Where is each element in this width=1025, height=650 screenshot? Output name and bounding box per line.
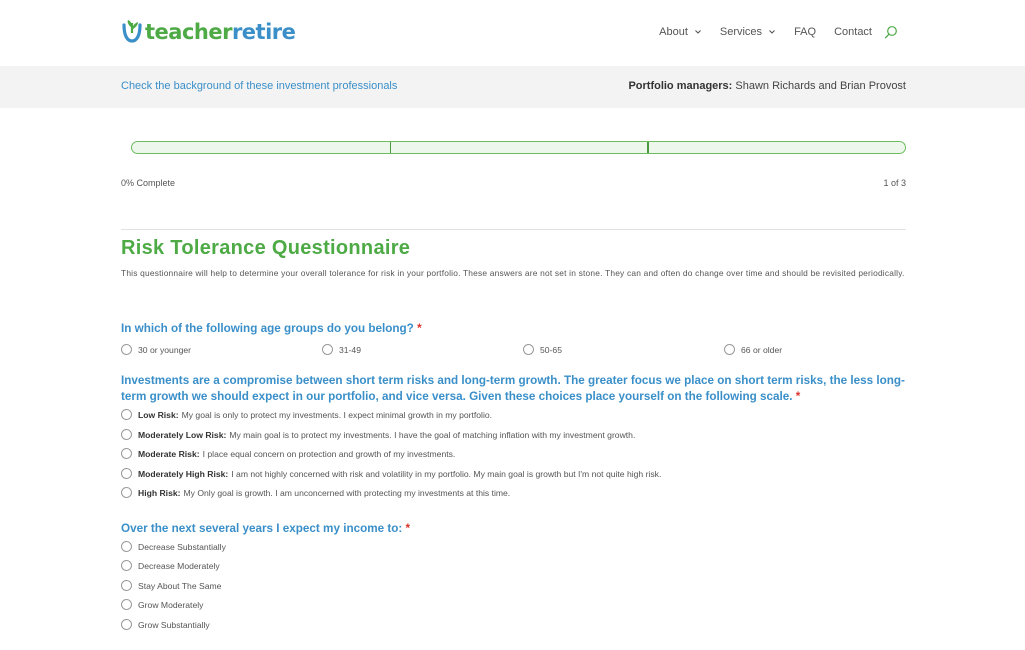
radio-option-income[interactable] [121, 541, 226, 552]
radio-option-income[interactable] [121, 599, 203, 610]
radio-option-risk[interactable] [121, 429, 635, 440]
radio-option-age[interactable] [121, 344, 191, 355]
required-mark: * [795, 390, 801, 403]
logo[interactable] [121, 19, 295, 45]
nav-item-contact[interactable] [834, 24, 872, 40]
info-band [0, 66, 1025, 108]
question-income-expectation [121, 521, 906, 537]
option-label: 30 or younger [138, 344, 192, 355]
intro-text: This questionnaire will help to determine your overall tolerance for risk in your portfolio. These answers are not set in stone. They can and often do change over time and should be revisited periodically. [121, 268, 905, 278]
radio-option-income[interactable] [121, 619, 210, 630]
question-age-group [121, 321, 906, 337]
radio-button[interactable] [121, 344, 132, 355]
portfolio-managers-names: Shawn Richards and Brian Provost [735, 80, 906, 92]
chevron-down-icon [694, 28, 702, 36]
option-label: 31-49 [339, 344, 361, 355]
option-label: My main goal is to protect my investments. I have the goal of matching inflation with my investment growth. [229, 429, 636, 440]
main-nav [659, 24, 898, 40]
option-label: Grow Substantially [138, 619, 210, 630]
logo-icon [121, 19, 143, 45]
question-text: Investments are a compromise between short term risks and long-term growth. The greater focus we place on short term risks, the less long-term growth we should expect in our portfolio, and vice versa. Given these choices place yourself on the following scale. [121, 374, 905, 403]
progress-page-count: 1 of 3 [883, 178, 906, 188]
required-mark: * [417, 322, 422, 335]
radio-button[interactable] [121, 448, 132, 459]
option-label: I am not highly concerned with risk and volatility in my portfolio. My main goal is growth but I'm not quite high risk. [231, 468, 662, 479]
option-bold-label: Moderately Low Risk: [138, 429, 227, 440]
option-bold-label: Low Risk: [138, 409, 179, 420]
progress-step-divider [390, 142, 392, 153]
radio-option-risk[interactable] [121, 409, 492, 420]
nav-label-contact: Contact [834, 26, 872, 38]
progress-step-divider [647, 142, 649, 153]
radio-button[interactable] [523, 344, 534, 355]
radio-option-risk[interactable] [121, 468, 661, 479]
radio-button[interactable] [121, 487, 132, 498]
radio-button[interactable] [121, 599, 132, 610]
radio-button[interactable] [121, 429, 132, 440]
radio-option-income[interactable] [121, 560, 220, 571]
option-label: 50-65 [540, 344, 562, 355]
radio-button[interactable] [121, 580, 132, 591]
radio-button[interactable] [121, 409, 132, 420]
option-label: Decrease Substantially [138, 541, 226, 552]
radio-button[interactable] [121, 541, 132, 552]
option-label: Grow Moderately [138, 599, 204, 610]
nav-item-faq[interactable] [794, 24, 816, 40]
question-text: In which of the following age groups do you belong? [121, 322, 414, 335]
radio-button[interactable] [724, 344, 735, 355]
chevron-down-icon [768, 28, 776, 36]
radio-option-age[interactable] [523, 344, 562, 355]
radio-option-risk[interactable] [121, 448, 455, 459]
nav-label-faq: FAQ [794, 26, 817, 38]
option-label: My goal is only to protect my investments. I expect minimal growth in my portfolio. [181, 409, 493, 420]
progress-bar [131, 141, 906, 154]
option-bold-label: Moderately High Risk: [138, 468, 229, 479]
background-check-link[interactable]: Check the background of these investment professionals [121, 80, 398, 92]
radio-button[interactable] [121, 468, 132, 479]
radio-option-risk[interactable] [121, 487, 510, 498]
logo-text-teacher: teacher [145, 20, 232, 44]
question-risk-scale [121, 373, 906, 405]
nav-label-services: Services [719, 26, 763, 38]
logo-text-retire: retire [231, 20, 296, 44]
progress-label: 0% Complete [121, 178, 176, 188]
radio-button[interactable] [322, 344, 333, 355]
radio-option-age[interactable] [322, 344, 361, 355]
page-title: Risk Tolerance Questionnaire [121, 237, 411, 259]
nav-item-services[interactable] [720, 24, 776, 40]
portfolio-managers-label: Portfolio managers: [628, 80, 733, 92]
option-bold-label: Moderate Risk: [138, 448, 200, 459]
question-text: Over the next several years I expect my income to: [121, 522, 403, 535]
radio-button[interactable] [121, 619, 132, 630]
option-label: Stay About The Same [138, 580, 222, 591]
nav-item-about[interactable] [659, 24, 702, 40]
search-icon[interactable] [884, 25, 898, 39]
portfolio-managers [628, 80, 906, 92]
divider [121, 229, 906, 230]
site-header [0, 0, 1025, 66]
option-bold-label: High Risk: [138, 487, 181, 498]
required-mark: * [405, 522, 411, 535]
radio-option-income[interactable] [121, 580, 221, 591]
option-label: Decrease Moderately [138, 560, 220, 571]
radio-button[interactable] [121, 560, 132, 571]
option-label: My Only goal is growth. I am unconcerned with protecting my investments at this time. [183, 487, 511, 498]
option-label: 66 or older [741, 344, 783, 355]
option-label: I place equal concern on protection and growth of my investments. [202, 448, 456, 459]
nav-label-about: About [659, 26, 688, 38]
radio-option-age[interactable] [724, 344, 782, 355]
